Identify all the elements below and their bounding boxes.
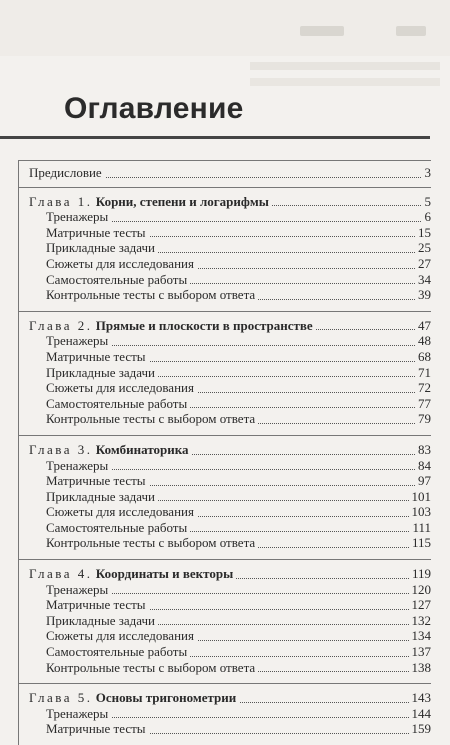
toc-entry[interactable] <box>19 256 431 272</box>
toc-entry[interactable] <box>19 411 431 427</box>
entry-page: 101 <box>409 489 432 505</box>
toc-entry[interactable] <box>19 272 431 288</box>
chapter-title <box>29 566 236 582</box>
entry-page: 3 <box>422 165 432 181</box>
entry-page: 68 <box>415 349 431 365</box>
entry-page: 34 <box>415 272 431 288</box>
toc-entry[interactable] <box>19 458 431 474</box>
toc-chapter-heading[interactable] <box>19 194 431 210</box>
toc-chapter-heading[interactable] <box>19 566 431 582</box>
entry-label: Тренажеры <box>46 209 111 225</box>
toc-entry[interactable] <box>19 644 431 660</box>
entry-page: 143 <box>409 690 432 706</box>
entry-label: Сюжеты для исследования <box>46 380 197 396</box>
entry-label: Самостоятельные работы <box>46 644 190 660</box>
toc-entry[interactable] <box>19 333 431 349</box>
entry-page: 25 <box>415 240 431 256</box>
chapter-title <box>29 318 316 334</box>
entry-page: 127 <box>409 597 432 613</box>
toc-entry[interactable] <box>19 520 431 536</box>
toc-chapter-heading[interactable] <box>19 442 431 458</box>
chapter-number: Глава 4. <box>29 566 93 582</box>
toc-chapter-section <box>19 684 431 745</box>
bleed-through <box>250 62 440 70</box>
entry-label: Самостоятельные работы <box>46 396 190 412</box>
chapter-title <box>29 442 192 458</box>
toc-entry[interactable] <box>19 628 431 644</box>
toc-entry[interactable] <box>19 225 431 241</box>
toc-preface-section <box>19 161 431 188</box>
toc-chapter-section <box>19 560 431 684</box>
toc-entry[interactable] <box>19 349 431 365</box>
entry-label: Самостоятельные работы <box>46 272 190 288</box>
toc-entry[interactable] <box>19 209 431 225</box>
entry-label: Прикладные задачи <box>46 613 158 629</box>
entry-label: Контрольные тесты с выбором ответа <box>46 287 258 303</box>
entry-label: Прикладные задачи <box>46 365 158 381</box>
toc-entry[interactable] <box>19 535 431 551</box>
entry-page: 134 <box>409 628 432 644</box>
entry-page: 83 <box>415 442 431 458</box>
entry-page: 97 <box>415 473 431 489</box>
toc-entry[interactable] <box>19 240 431 256</box>
entry-page: 72 <box>415 380 431 396</box>
chapter-name: Комбинаторика <box>95 441 189 457</box>
entry-page: 138 <box>409 660 432 676</box>
entry-page: 120 <box>409 582 432 598</box>
entry-page: 84 <box>415 458 431 474</box>
toc-chapter-heading[interactable] <box>19 690 431 706</box>
entry-page: 159 <box>409 721 432 737</box>
toc-entry[interactable] <box>19 380 431 396</box>
entry-label: Сюжеты для исследования <box>46 256 197 272</box>
entry-label: Предисловие <box>29 165 105 181</box>
toc-chapter-section <box>19 312 431 436</box>
entry-page: 119 <box>409 566 431 582</box>
table-of-contents <box>18 160 431 745</box>
toc-entry[interactable] <box>19 396 431 412</box>
entry-page: 144 <box>409 706 432 722</box>
toc-chapter-section <box>19 436 431 560</box>
chapter-number: Глава 5. <box>29 690 93 706</box>
toc-entry[interactable] <box>19 287 431 303</box>
entry-label: Матричные тесты <box>46 473 149 489</box>
header-mark <box>300 26 344 36</box>
entry-page: 71 <box>415 365 431 381</box>
entry-label: Самостоятельные работы <box>46 520 190 536</box>
toc-entry[interactable] <box>19 721 431 737</box>
entry-page: 132 <box>409 613 432 629</box>
entry-label: Сюжеты для исследования <box>46 504 197 520</box>
chapter-name: Координаты и векторы <box>95 566 234 582</box>
entry-label: Прикладные задачи <box>46 240 158 256</box>
toc-entry[interactable] <box>19 706 431 722</box>
chapter-title <box>29 690 239 706</box>
chapter-number: Глава 1. <box>29 193 93 209</box>
entry-label: Контрольные тесты с выбором ответа <box>46 411 258 427</box>
entry-label: Матричные тесты <box>46 597 149 613</box>
entry-label: Сюжеты для исследования <box>46 628 197 644</box>
entry-label: Прикладные задачи <box>46 489 158 505</box>
entry-label: Тренажеры <box>46 582 111 598</box>
entry-label: Контрольные тесты с выбором ответа <box>46 535 258 551</box>
entry-page: 47 <box>415 318 431 334</box>
toc-entry[interactable] <box>19 597 431 613</box>
chapter-number: Глава 2. <box>29 317 93 333</box>
entry-page: 115 <box>409 535 431 551</box>
chapter-number: Глава 3. <box>29 441 93 457</box>
entry-label: Тренажеры <box>46 333 111 349</box>
chapter-title <box>29 194 272 210</box>
toc-chapter-heading[interactable] <box>19 318 431 334</box>
entry-page: 77 <box>415 396 431 412</box>
toc-entry[interactable] <box>19 473 431 489</box>
toc-entry-preface[interactable] <box>19 165 431 181</box>
entry-label: Тренажеры <box>46 458 111 474</box>
entry-page: 79 <box>415 411 431 427</box>
entry-label: Матричные тесты <box>46 225 149 241</box>
toc-entry[interactable] <box>19 613 431 629</box>
entry-page: 111 <box>409 520 431 536</box>
entry-label: Матричные тесты <box>46 721 149 737</box>
toc-chapter-section <box>19 188 431 312</box>
page-header-strip <box>0 0 450 56</box>
toc-entry[interactable] <box>19 365 431 381</box>
entry-page: 15 <box>415 225 431 241</box>
entry-page: 48 <box>415 333 431 349</box>
entry-page: 137 <box>409 644 432 660</box>
entry-page: 27 <box>415 256 431 272</box>
chapter-name: Основы тригонометрии <box>95 690 237 706</box>
toc-entry[interactable] <box>19 660 431 676</box>
chapter-name: Прямые и плоскости в пространстве <box>95 317 313 333</box>
entry-page: 6 <box>422 209 432 225</box>
entry-page: 39 <box>415 287 431 303</box>
toc-entry[interactable] <box>19 504 431 520</box>
entry-label: Матричные тесты <box>46 349 149 365</box>
entry-page: 5 <box>422 194 432 210</box>
toc-entry[interactable] <box>19 489 431 505</box>
page-title: Оглавление <box>64 92 244 125</box>
title-block <box>0 84 430 139</box>
entry-page: 103 <box>409 504 432 520</box>
entry-label: Контрольные тесты с выбором ответа <box>46 660 258 676</box>
chapter-name: Корни, степени и логарифмы <box>95 193 269 209</box>
header-mark <box>396 26 426 36</box>
entry-label: Тренажеры <box>46 706 111 722</box>
toc-entry[interactable] <box>19 582 431 598</box>
